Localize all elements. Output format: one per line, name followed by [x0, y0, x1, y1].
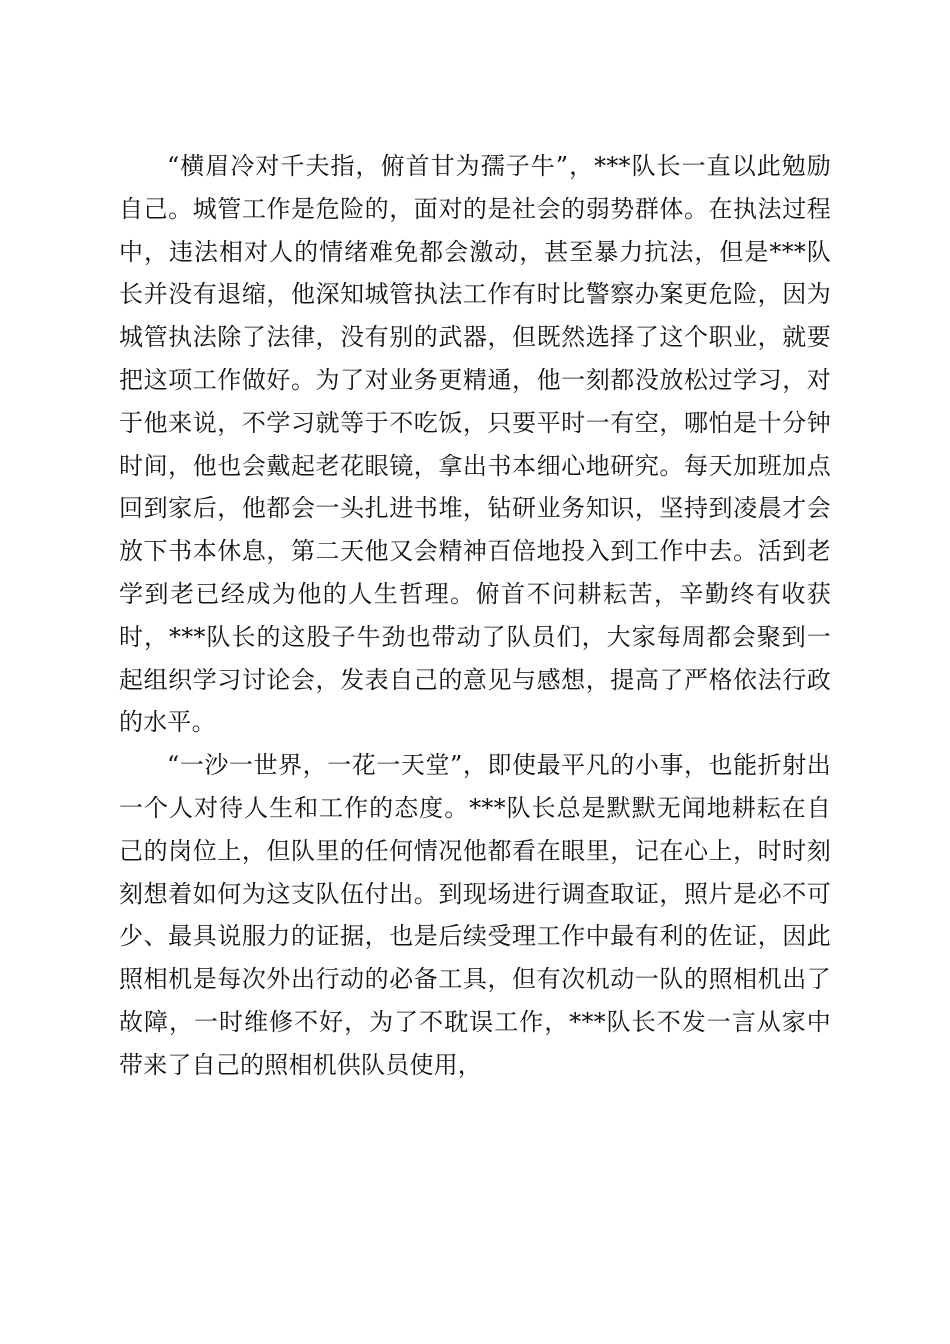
paragraph-1: “横眉冷对千夫指，俯首甘为孺子牛”，***队长一直以此勉励自己。城管工作是危险的，面对的是社会的弱势群体。在执法过程中，违法相对人的情绪难免都会激动，甚至暴力抗法，但是***队长并没有退缩，他深知城管执法工作有时比警察办案更危险，因为城管执法除了法律，没有别的武器，但既然选择了这个职业，就要把这项工作做好。为了对业务更精通，他一刻都没放松过学习，对于他来说，不学习就等于不吃饭，只要平时一有空，哪怕是十分钟时间，他也会戴起老花眼镜，拿出书本细心地研究。每天加班加点回到家后，他都会一头扎进书堆，钻研业务知识，坚持到凌晨才会放下书本休息，第二天他又会精神百倍地投入到工作中去。活到老学到老已经成为他的人生哲理。俯首不问耕耘苦，辛勤终有收获时，***队长的这股子牛劲也带动了队员们，大家每周都会聚到一起组织学习讨论会，发表自己的意见与感想，提高了严格依法行政的水平。	[119, 152, 831, 737]
paragraph-2: “一沙一世界，一花一天堂”，即使最平凡的小事，也能折射出一个人对待人生和工作的态度。***队长总是默默无闻地耕耘在自己的岗位上，但队里的任何情况他都看在眼里，记在心上，时时刻刻想着如何为这支队伍付出。到现场进行调查取证，照片是必不可少、最具说服力的证据，也是后续受理工作中最有利的佐证，因此照相机是每次外出行动的必备工具，但有次机动一队的照相机出了故障，一时维修不好，为了不耽误工作，***队长不发一言从家中带来了自己的照相机供队员使用，	[119, 751, 831, 1079]
body-text	[119, 145, 831, 1087]
